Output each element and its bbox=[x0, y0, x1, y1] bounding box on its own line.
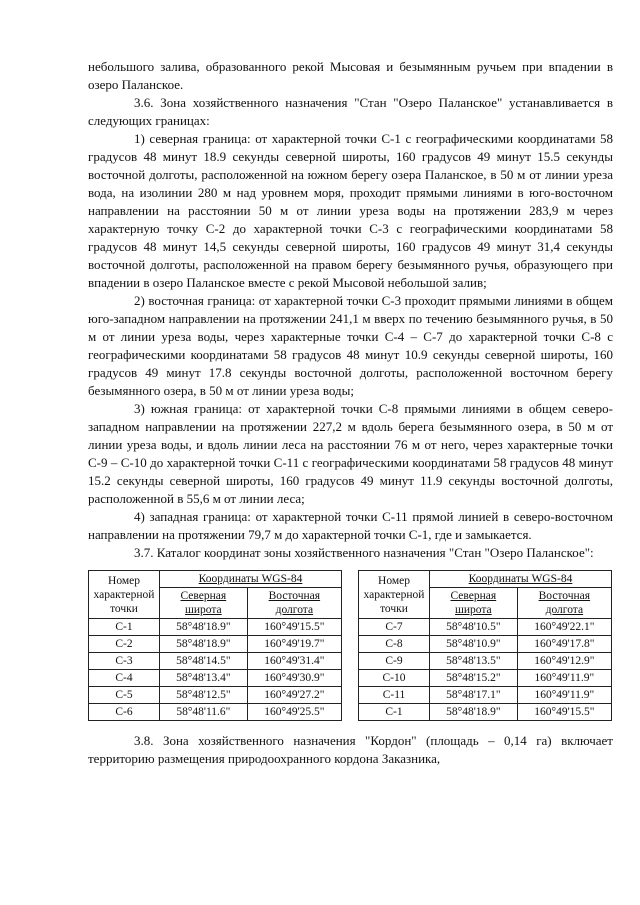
body-text-bottom bbox=[88, 732, 613, 768]
table-row bbox=[359, 687, 612, 704]
cell-lon: 160°49'11.9" bbox=[517, 670, 611, 687]
cell-lat: 58°48'12.5" bbox=[160, 687, 248, 704]
paragraph: 3.7. Каталог координат зоны хозяйственного назначения "Стан "Озеро Паланское": bbox=[134, 545, 594, 560]
table-row bbox=[89, 636, 342, 653]
cell-lon: 160°49'12.9" bbox=[517, 653, 611, 670]
cell-point: С-10 bbox=[359, 670, 430, 687]
table-row bbox=[359, 653, 612, 670]
table-body-right bbox=[359, 619, 612, 721]
cell-lat: 58°48'11.6" bbox=[160, 704, 248, 721]
cell-point: С-1 bbox=[359, 704, 430, 721]
cell-lon: 160°49'19.7" bbox=[247, 636, 341, 653]
table-row bbox=[359, 704, 612, 721]
table-row bbox=[89, 653, 342, 670]
table-row bbox=[89, 687, 342, 704]
paragraph: небольшого залива, образованного рекой Мысовая и безымянным ручьем при впадении в озеро Паланское. bbox=[88, 59, 613, 92]
cell-point: С-6 bbox=[89, 704, 160, 721]
cell-point: С-11 bbox=[359, 687, 430, 704]
coordinate-tables bbox=[88, 570, 613, 722]
cell-lat: 58°48'10.9" bbox=[430, 636, 518, 653]
table-row bbox=[359, 670, 612, 687]
cell-point: С-2 bbox=[89, 636, 160, 653]
cell-lat: 58°48'13.4" bbox=[160, 670, 248, 687]
table-row bbox=[89, 704, 342, 721]
cell-lat: 58°48'17.1" bbox=[430, 687, 518, 704]
cell-lon: 160°49'15.5" bbox=[517, 704, 611, 721]
cell-lat: 58°48'13.5" bbox=[430, 653, 518, 670]
coordinate-table-left bbox=[88, 570, 342, 721]
cell-point: С-9 bbox=[359, 653, 430, 670]
cell-lon: 160°49'30.9" bbox=[247, 670, 341, 687]
header-latitude: Северная широта bbox=[430, 588, 518, 619]
cell-lon: 160°49'27.2" bbox=[247, 687, 341, 704]
body-text-top bbox=[88, 58, 613, 562]
cell-lat: 58°48'14.5" bbox=[160, 653, 248, 670]
cell-lat: 58°48'18.9" bbox=[160, 619, 248, 636]
header-coordinates: Координаты WGS-84 bbox=[160, 571, 342, 588]
cell-lon: 160°49'22.1" bbox=[517, 619, 611, 636]
cell-lon: 160°49'15.5" bbox=[247, 619, 341, 636]
coordinate-table-right bbox=[358, 570, 612, 721]
table-row bbox=[359, 619, 612, 636]
table-body-left bbox=[89, 619, 342, 721]
header-point-number: Номер характерной точки bbox=[359, 571, 430, 619]
header-coordinates: Координаты WGS-84 bbox=[430, 571, 612, 588]
cell-lon: 160°49'11.9" bbox=[517, 687, 611, 704]
cell-point: С-3 bbox=[89, 653, 160, 670]
header-longitude: Восточная долгота bbox=[517, 588, 611, 619]
table-row bbox=[89, 619, 342, 636]
paragraph: 3.6. Зона хозяйственного назначения "Стан "Озеро Паланское" устанавливается в следующих границах: bbox=[88, 95, 613, 128]
paragraph: 2) восточная граница: от характерной точки С-3 проходит прямыми линиями в общем юго-западном направлении на протяжении 241,1 м вверх по течению безымянного ручья, в 50 м от линии уреза воды, через характерные точки С-4 – С-7 до характерной точки С-8 с географическими координатами 58 градусов 48 минут 10.9 секунды северной широты, 160 градусов 49 минут 17.8 секунды восточной долготы, расположенной восточном берегу безымянного озера, в 50 м от линии уреза воды; bbox=[88, 293, 613, 398]
cell-lon: 160°49'17.8" bbox=[517, 636, 611, 653]
cell-lat: 58°48'18.9" bbox=[430, 704, 518, 721]
table-row bbox=[359, 636, 612, 653]
paragraph: 1) северная граница: от характерной точки С-1 с географическими координатами 58 градусов 48 минут 18.9 секунды северной широты, 160 градусов 49 минут 15.5 секунды восточной долготы, расположенной на южном берегу озера Паланское, в 50 м от линии уреза вода, на изолинии 280 м над уровнем моря, проходит прямыми линиями в юго-восточном направлении на расстоянии 50 м от линии уреза воды на протяжении 283,9 м через характерную точку С-2 до характерной точки С-3 с географическими координатами 58 градусов 48 минут 14,5 секунды северной широты, 160 градусов 49 минут 31,4 секунды восточной долготы, расположенной на правом берегу безымянного ручья, образующего при впадении в озеро Паланское вместе с рекой Мысовой небольшой залив; bbox=[88, 131, 613, 290]
cell-point: С-8 bbox=[359, 636, 430, 653]
header-longitude: Восточная долгота bbox=[247, 588, 341, 619]
cell-point: С-4 bbox=[89, 670, 160, 687]
table-row bbox=[89, 670, 342, 687]
document-page bbox=[88, 58, 613, 768]
cell-lon: 160°49'31.4" bbox=[247, 653, 341, 670]
cell-point: С-5 bbox=[89, 687, 160, 704]
cell-lon: 160°49'25.5" bbox=[247, 704, 341, 721]
cell-lat: 58°48'10.5" bbox=[430, 619, 518, 636]
header-point-number: Номер характерной точки bbox=[89, 571, 160, 619]
paragraph: 4) западная граница: от характерной точки С-11 прямой линией в северо-восточном направлении на протяжении 79,7 м до характерной точки С-1, где и замыкается. bbox=[88, 509, 613, 542]
cell-point: С-1 bbox=[89, 619, 160, 636]
cell-point: С-7 bbox=[359, 619, 430, 636]
paragraph: 3) южная граница: от характерной точки С-8 прямыми линиями в общем северо-западном направлении на протяжении 227,2 м вдоль берега безымянного озера, в 50 м от линии уреза воды, и вдоль линии леса на расстоянии 76 м от него, через характерные точки С-9 – С-10 до характерной точки С-11 с географическими координатами 58 градусов 48 минут 15.2 секунды северной широты, 160 градусов 49 минут 11.9 секунды восточной долготы, расположенной в 55,6 м от линии леса; bbox=[88, 401, 613, 506]
cell-lat: 58°48'15.2" bbox=[430, 670, 518, 687]
header-latitude: Северная широта bbox=[160, 588, 248, 619]
paragraph: 3.8. Зона хозяйственного назначения "Кордон" (площадь – 0,14 га) включает территорию размещения природоохранного кордона Заказника, bbox=[88, 733, 613, 766]
cell-lat: 58°48'18.9" bbox=[160, 636, 248, 653]
